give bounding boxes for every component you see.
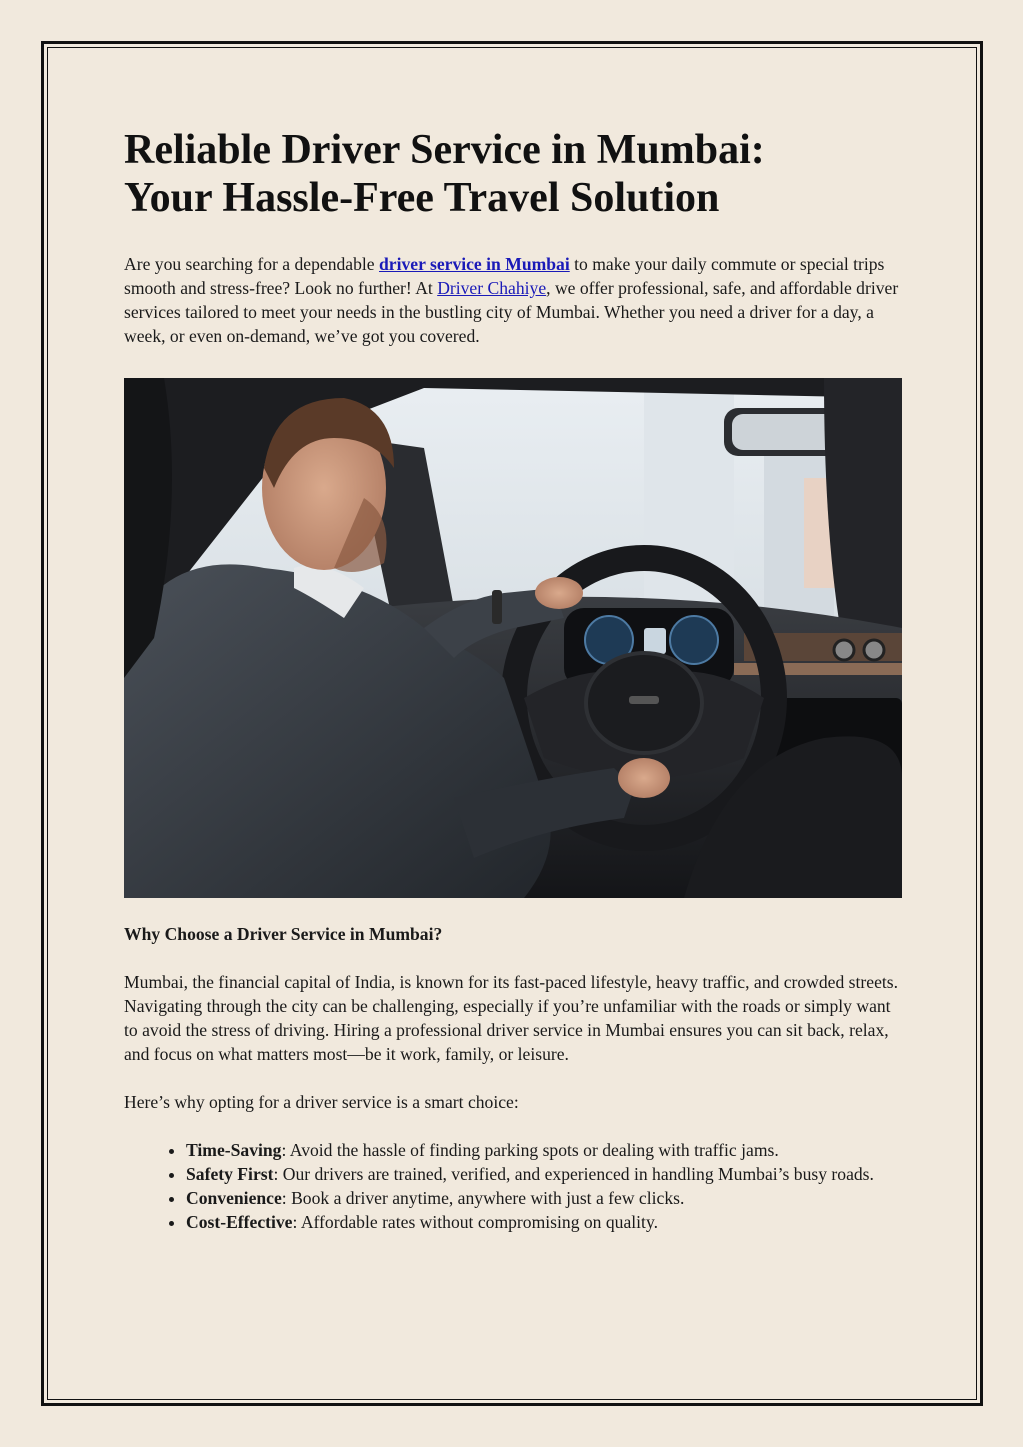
driver-chahiye-link[interactable]: Driver Chahiye — [437, 278, 547, 298]
car-interior-illustration — [124, 378, 902, 898]
intro-text-3: , we offer professional, safe, and affordable driver services tailored to meet your needs in the bustling city of Mumbai. Whether you need a driver for a day, a week, or even on-demand, we’ve got you covered. — [124, 278, 899, 346]
driver-service-link[interactable]: driver service in Mumbai — [379, 254, 570, 274]
title-line-2: Your Hassle-Free Travel Solution — [124, 175, 720, 221]
benefit-text: : Avoid the hassle of finding parking spots or dealing with traffic jams. — [281, 1140, 779, 1160]
page-title — [124, 126, 904, 222]
benefit-text: : Book a driver anytime, anywhere with just a few clicks. — [281, 1188, 685, 1208]
intro-paragraph — [124, 252, 904, 348]
body-paragraph-mumbai: Mumbai, the financial capital of India, is known for its fast-paced lifestyle, heavy traffic, and crowded streets. Navigating through the city can be challenging, especially if you’re unfamiliar with the roads or simply want to avoid the stress of driving. Hiring a professional driver service in Mumbai ensures you can sit back, relax, and focus on what matters most—be it work, family, or leisure. — [124, 972, 899, 1064]
list-item — [186, 1186, 904, 1210]
benefits-list — [124, 1138, 904, 1234]
benefit-term: Time-Saving — [186, 1140, 282, 1160]
section-heading: Why Choose a Driver Service in Mumbai? — [124, 924, 443, 944]
driver-at-steering-wheel-photo — [124, 378, 902, 898]
title-line-1: Reliable Driver Service in Mumbai: — [124, 127, 765, 173]
document-content — [124, 126, 904, 1234]
intro-text-2: to make your daily commute or special trips smooth and stress-free? Look no further! At — [124, 254, 885, 298]
benefit-term: Safety First — [186, 1164, 274, 1184]
list-item — [186, 1210, 904, 1234]
benefit-text: : Our drivers are trained, verified, and experienced in handling Mumbai’s busy roads. — [273, 1164, 874, 1184]
list-item — [186, 1138, 904, 1162]
list-item — [186, 1162, 904, 1186]
benefit-text: : Affordable rates without compromising on quality. — [292, 1212, 658, 1232]
benefit-term: Convenience — [186, 1188, 282, 1208]
benefit-term: Cost-Effective — [186, 1212, 293, 1232]
intro-text-1: Are you searching for a dependable — [124, 254, 379, 274]
body-paragraph-why: Here’s why opting for a driver service is a smart choice: — [124, 1092, 519, 1112]
